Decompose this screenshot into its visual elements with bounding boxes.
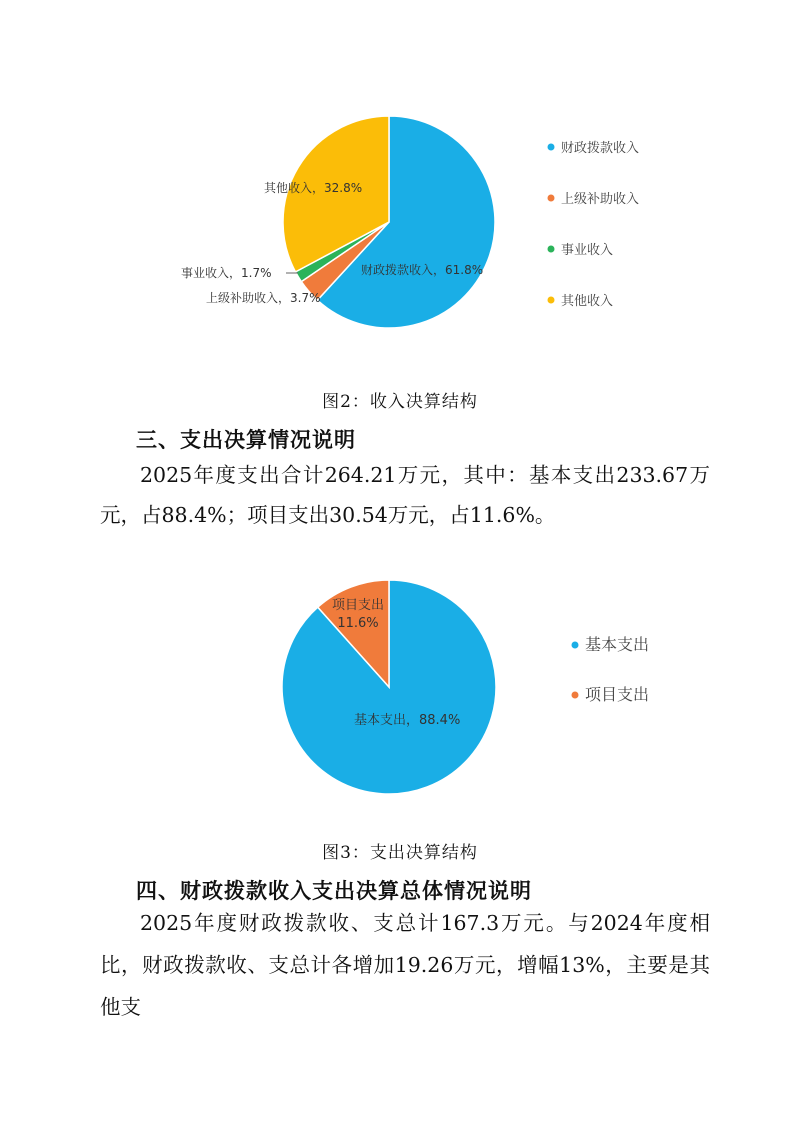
income-pie-data-label-3: 其他收入，32.8% [264, 181, 363, 195]
expenditure-structure-chart [0, 570, 800, 800]
income-pie-legend-marker-2 [548, 246, 555, 253]
section-3-heading: 三、支出决算情况说明 [136, 428, 356, 452]
section-3-paragraph: 2025年度支出合计264.21万元，其中：基本支出233.67万元，占88.4%；项目支出30.54万元，占11.6%。 [100, 463, 710, 527]
income-structure-chart [0, 105, 800, 345]
income-pie-svg [0, 105, 800, 345]
income-pie-data-label-1: 上级补助收入，3.7% [206, 291, 321, 305]
income-pie-data-label-2: 事业收入，1.7% [181, 266, 272, 280]
income-pie-legend-label-1: 上级补助收入 [561, 192, 640, 207]
expenditure-pie-svg [0, 570, 800, 800]
section-4-paragraph: 2025年度财政拨款收、支总计167.3万元。与2024年度相比，财政拨款收、支总计各增加19.26万元，增幅13%，主要是其他支 [100, 911, 710, 1019]
income-pie-legend-label-3: 其他收入 [561, 294, 614, 309]
expenditure-pie-legend-label-1: 项目支出 [585, 685, 650, 704]
income-pie-legend-label-0: 财政拨款收入 [561, 141, 640, 156]
expenditure-pie-legend-marker-0 [572, 642, 579, 649]
income-pie-legend-marker-0 [548, 144, 555, 151]
figure-3-caption: 图3：支出决算结构 [322, 843, 478, 863]
expenditure-pie-data-label-0: 基本支出，88.4% [354, 713, 461, 728]
income-pie-legend-label-2: 事业收入 [561, 243, 614, 258]
income-pie-data-label-0: 财政拨款收入，61.8% [361, 263, 484, 277]
income-pie-legend-marker-1 [548, 195, 555, 202]
expenditure-pie-legend-label-0: 基本支出 [585, 635, 650, 654]
expenditure-pie-legend-marker-1 [572, 692, 579, 699]
income-pie-legend-marker-3 [548, 297, 555, 304]
section-4-heading: 四、财政拨款收入支出决算总体情况说明 [136, 879, 532, 903]
figure-2-caption: 图2：收入决算结构 [322, 392, 478, 412]
expenditure-pie-data-label-2: 11.6% [337, 616, 379, 631]
expenditure-pie-data-label-1: 项目支出 [331, 598, 385, 613]
